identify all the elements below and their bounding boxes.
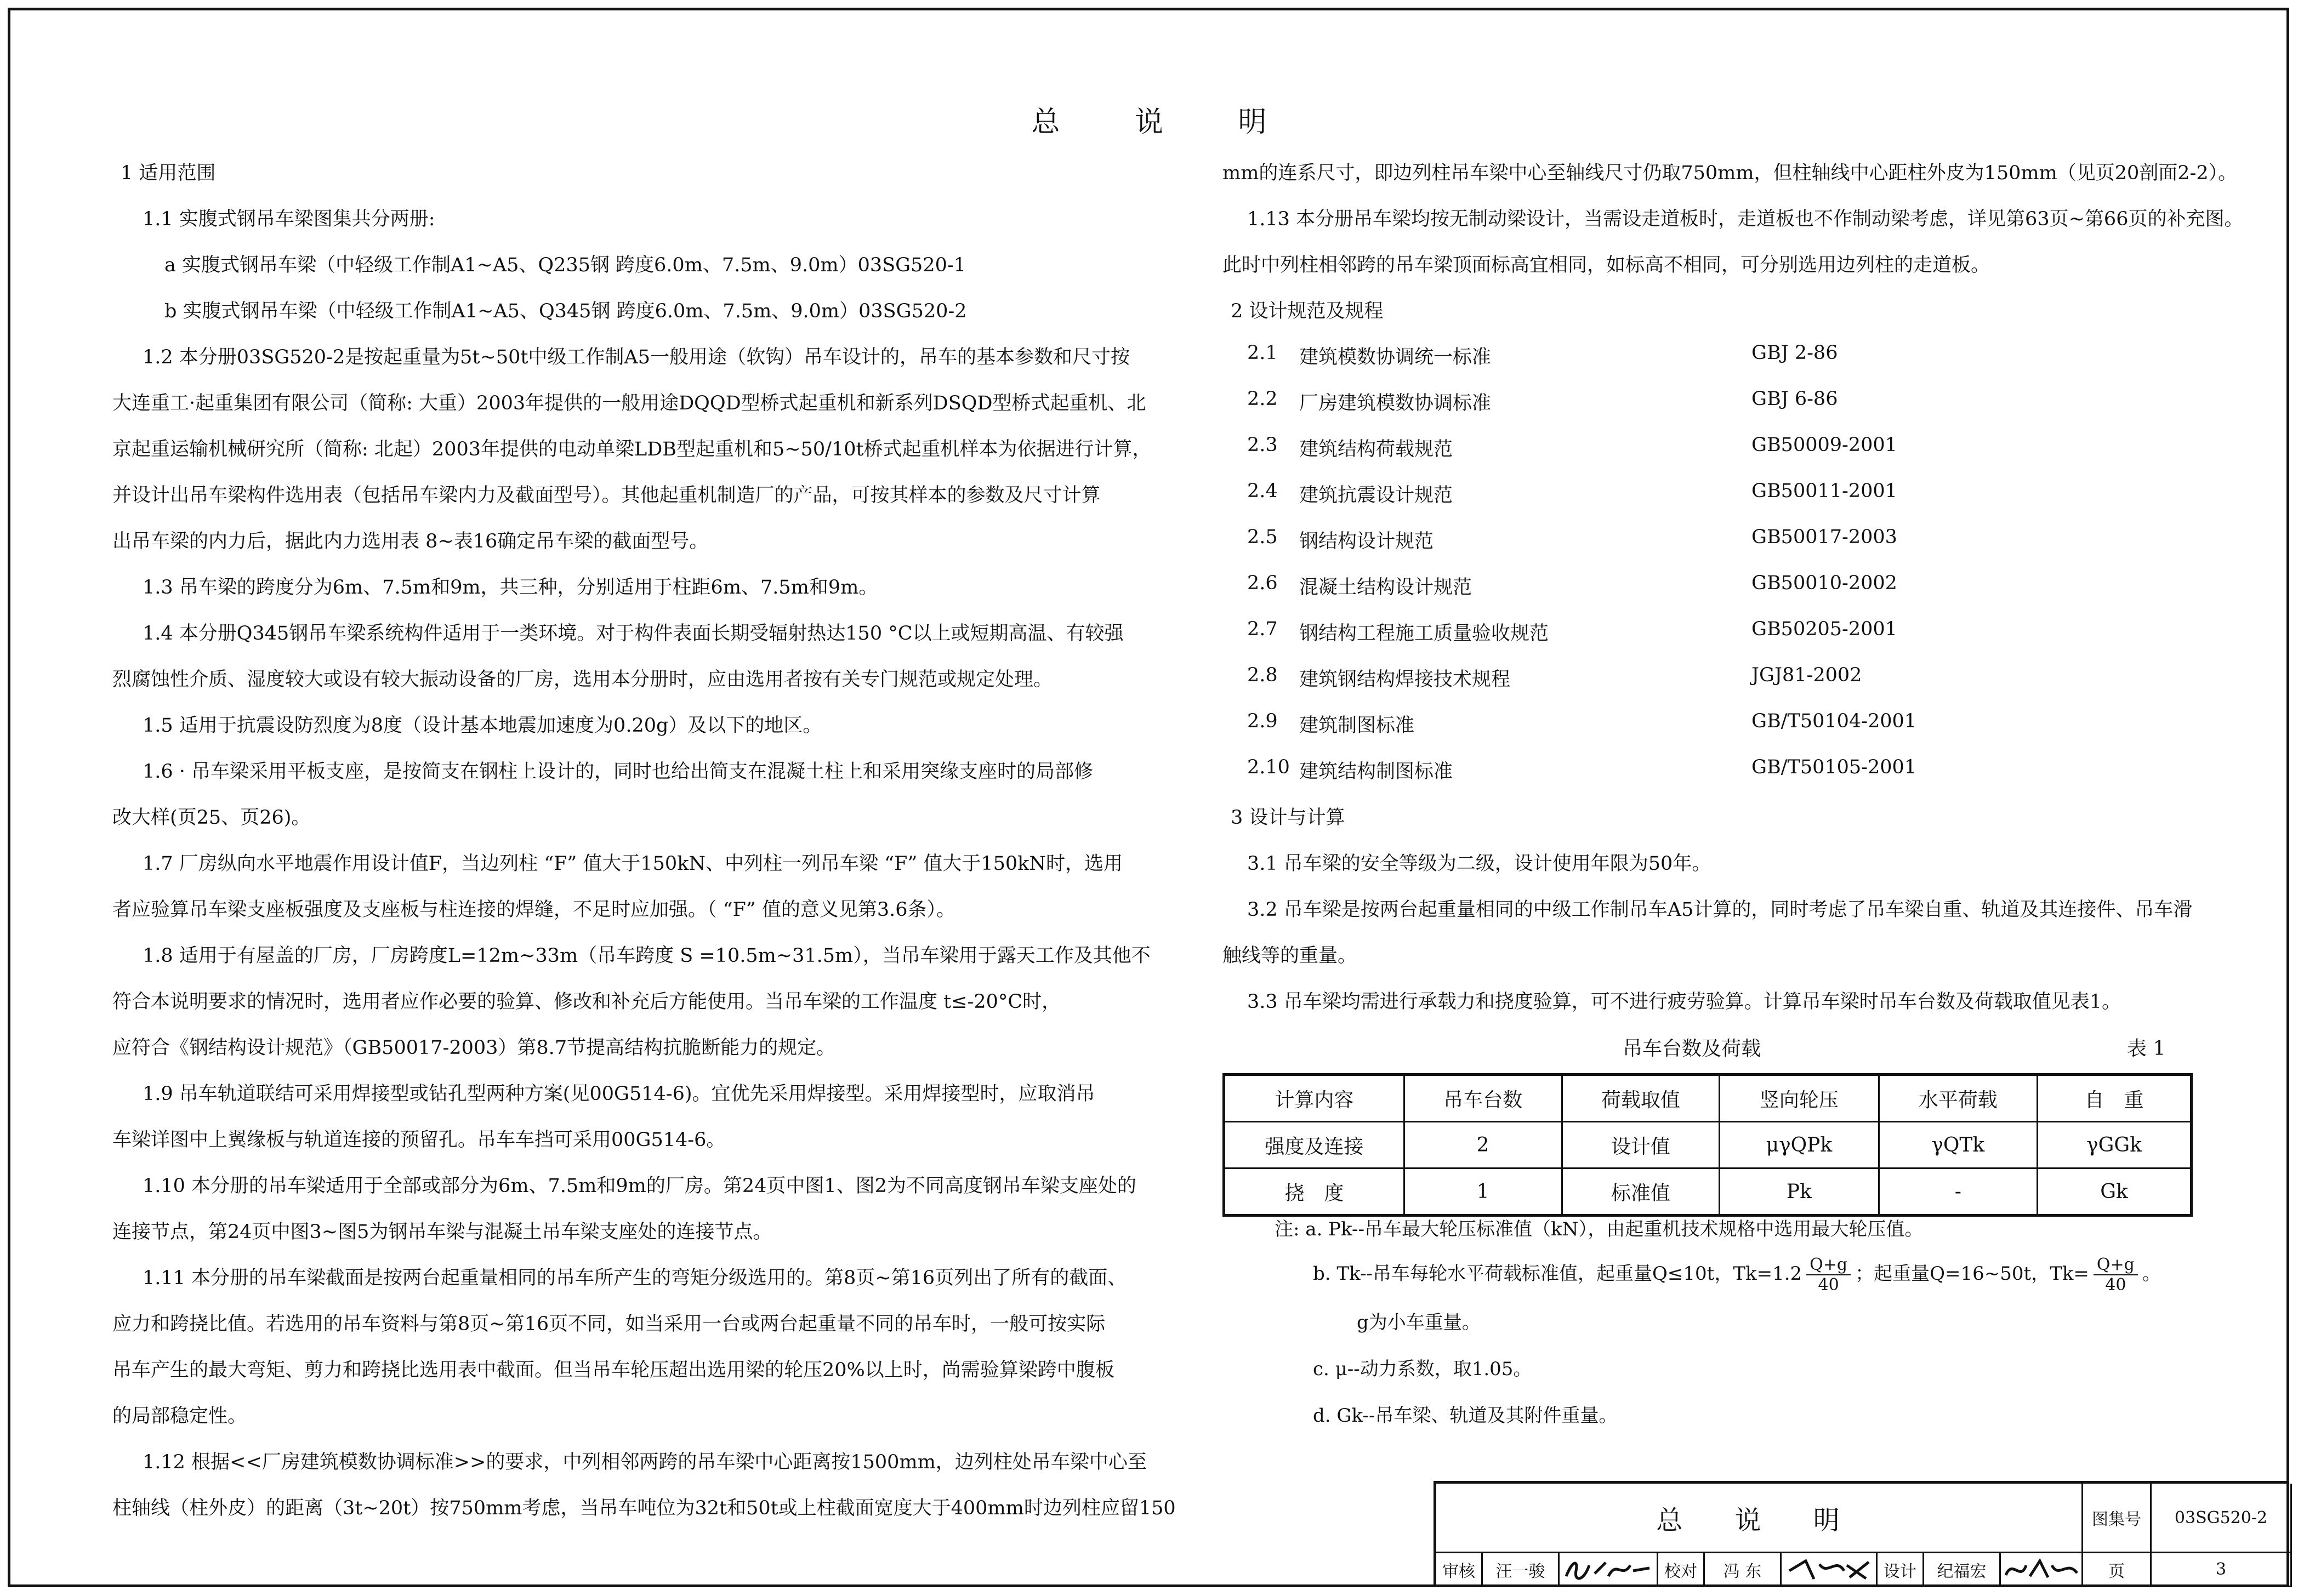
code-name: 建筑抗震设计规范 xyxy=(1299,485,1453,506)
table-cell: γQTk xyxy=(1879,1122,2038,1168)
designer-signature xyxy=(2001,1553,2083,1587)
code-name: 混凝土结构设计规范 xyxy=(1299,577,1472,598)
text-line: 1.11 本分册的吊车梁截面是按两台起重量相同的吊车所产生的弯矩分级选用的。第8页~第16页列出了所有的截面、 xyxy=(143,1267,1127,1289)
text-line: 出吊车梁的内力后，据此内力选用表 8~表16确定吊车梁的截面型号。 xyxy=(112,531,709,552)
table-cell: Pk xyxy=(1720,1168,1879,1216)
reviewer-name: 汪一骏 xyxy=(1483,1553,1560,1587)
fraction-numerator: Q+g xyxy=(1806,1255,1851,1275)
text-line: 改大样(页25、页26)。 xyxy=(112,807,311,829)
text-line: 车梁详图中上翼缘板与轨道连接的预留孔。吊车车挡可采用00G514-6。 xyxy=(112,1129,726,1151)
designer-name: 纪福宏 xyxy=(1924,1553,2001,1587)
code-name: 钢结构设计规范 xyxy=(1299,531,1434,552)
code-id: GB/T50105-2001 xyxy=(1751,756,1917,778)
set-label: 图集号 xyxy=(2083,1484,2152,1553)
table-cell: 设计值 xyxy=(1562,1122,1720,1168)
code-number: 2.7 xyxy=(1247,618,1278,640)
code-name: 建筑结构荷载规范 xyxy=(1299,438,1453,460)
fraction-numerator: Q+g xyxy=(2094,1255,2138,1275)
note-d: d. Gk--吊车梁、轨道及其附件重量。 xyxy=(1313,1405,1618,1427)
load-table xyxy=(1222,1073,2193,1217)
note-b-text: b. Tk--吊车每轮水平荷载标准值，起重量Q≤10t，Tk=1.2 xyxy=(1313,1263,1802,1285)
table-cell: 强度及连接 xyxy=(1224,1122,1404,1168)
reviewer-signature xyxy=(1560,1553,1658,1587)
text-line: a 实腹式钢吊车梁（中轻级工作制A1~A5、Q235钢 跨度6.0m、7.5m、9.0m）03SG520-1 xyxy=(164,254,966,276)
fraction xyxy=(1806,1255,1851,1295)
text-line: 3.3 吊车梁均需进行承载力和挠度验算，可不进行疲劳验算。计算吊车梁时吊车台数及荷载取值见表1。 xyxy=(1247,991,2121,1013)
text-line: 3.2 吊车梁是按两台起重量相同的中级工作制吊车A5计算的，同时考虑了吊车梁自重、轨道及其连接件、吊车滑 xyxy=(1247,899,2193,921)
header-cell: 荷载取值 xyxy=(1562,1075,1720,1122)
text-line: 符合本说明要求的情况时，选用者应作必要的验算、修改和补充后方能使用。当吊车梁的工作温度 t≤-20°C时， xyxy=(112,991,1061,1013)
code-number: 2.10 xyxy=(1247,756,1290,778)
signature-icon xyxy=(2001,1554,2081,1585)
text-line: 1.12 根据<<厂房建筑模数协调标准>>的要求，中列相邻两跨的吊车梁中心距离按1500mm，边列柱处吊车梁中心至 xyxy=(143,1451,1147,1473)
header-cell: 自 重 xyxy=(2038,1075,2192,1122)
code-number: 2.1 xyxy=(1247,342,1278,364)
table-row xyxy=(1224,1168,2192,1216)
table-cell: μγQPk xyxy=(1720,1122,1879,1168)
code-number: 2.8 xyxy=(1247,664,1278,686)
code-name: 建筑模数协调统一标准 xyxy=(1299,346,1492,368)
code-id: GB50011-2001 xyxy=(1751,480,1897,502)
note-c: c. μ--动力系数，取1.05。 xyxy=(1313,1358,1532,1380)
text-line: 1.8 适用于有屋盖的厂房，厂房跨度L=12m~33m（吊车跨度 S =10.5m~31.5m），当吊车梁用于露天工作及其他不 xyxy=(143,945,1151,967)
table-cell: Gk xyxy=(2038,1168,2192,1216)
table-cell: γGGk xyxy=(2038,1122,2192,1168)
code-name: 建筑结构制图标准 xyxy=(1299,761,1453,783)
note-b-continued: g为小车重量。 xyxy=(1357,1312,1481,1333)
code-name: 建筑钢结构焊接技术规程 xyxy=(1299,669,1511,691)
code-id: GBJ 6-86 xyxy=(1751,388,1838,410)
page-title: 总 说 明 xyxy=(1031,106,1300,139)
left-column xyxy=(112,152,1176,1523)
text-line: 此时中列柱相邻跨的吊车梁顶面标高宜相同，如标高不相同，可分别选用边列柱的走道板。 xyxy=(1222,254,1990,276)
signature-icon xyxy=(1784,1554,1874,1585)
header-cell: 竖向轮压 xyxy=(1720,1075,1879,1122)
table-cell: 2 xyxy=(1404,1122,1562,1168)
fraction-denominator: 40 xyxy=(1818,1275,1839,1295)
code-number: 2.2 xyxy=(1247,388,1278,410)
text-line: 应符合《钢结构设计规范》（GB50017-2003）第8.7节提高结构抗脆断能力的规定。 xyxy=(112,1037,836,1059)
table-caption: 吊车台数及荷载 xyxy=(1623,1038,1761,1060)
text-line: mm的连系尺寸，即边列柱吊车梁中心至轴线尺寸仍取750mm，但柱轴线中心距柱外皮为150mm（见页20剖面2-2）。 xyxy=(1222,162,2238,184)
header-cell: 水平荷载 xyxy=(1879,1075,2038,1122)
table-number: 表 1 xyxy=(2127,1038,2166,1060)
page-label: 页 xyxy=(2083,1553,2152,1587)
text-line: 1.3 吊车梁的跨度分为6m、7.5m和9m，共三种，分别适用于柱距6m、7.5m和9m。 xyxy=(143,577,878,598)
text-line: 连接节点，第24页中图3~图5为钢吊车梁与混凝土吊车梁支座处的连接节点。 xyxy=(112,1221,772,1243)
text-line: 大连重工·起重集团有限公司（简称: 大重）2003年提供的一般用途DQQD型桥式起重机和新系列DSQD型桥式起重机、北 xyxy=(112,392,1146,414)
text-line: 触线等的重量。 xyxy=(1222,945,1357,967)
table-cell: 1 xyxy=(1404,1168,1562,1216)
code-id: GB50205-2001 xyxy=(1751,618,1897,640)
code-id: GBJ 2-86 xyxy=(1751,342,1838,364)
code-name: 厂房建筑模数协调标准 xyxy=(1299,392,1492,414)
text-line: 并设计出吊车梁构件选用表（包括吊车梁内力及截面型号）。其他起重机制造厂的产品，可按其样本的参数及尺寸计算 xyxy=(112,485,1101,506)
text-line: 1.13 本分册吊车梁均按无制动梁设计，当需设走道板时，走道板也不作制动梁考虑，详见第63页~第66页的补充图。 xyxy=(1247,208,2244,230)
page-number: 3 xyxy=(2152,1553,2292,1587)
code-number: 2.5 xyxy=(1247,526,1278,548)
checker-name: 冯 东 xyxy=(1705,1553,1782,1587)
right-column xyxy=(1222,152,2244,1029)
text-line: 的局部稳定性。 xyxy=(112,1405,247,1427)
note-b-text: ；起重量Q=16~50t，Tk= xyxy=(1855,1263,2089,1285)
text-line: 烈腐蚀性介质、湿度较大或设有较大振动设备的厂房，选用本分册时，应由选用者按有关专门规范或规定处理。 xyxy=(112,669,1053,691)
code-id: JGJ81-2002 xyxy=(1751,664,1862,686)
code-name: 钢结构工程施工质量验收规范 xyxy=(1299,623,1549,645)
section-heading: 3 设计与计算 xyxy=(1231,807,1345,829)
text-line: 1 适用范围 xyxy=(121,162,216,184)
fraction-denominator: 40 xyxy=(2105,1275,2126,1295)
table-header-row xyxy=(1224,1075,2192,1122)
text-line: 吊车产生的最大弯矩、剪力和跨挠比选用表中截面。但当吊车轮压超出选用梁的轮压20%以上时，尚需验算梁跨中腹板 xyxy=(112,1359,1114,1381)
text-line: b 实腹式钢吊车梁（中轻级工作制A1~A5、Q345钢 跨度6.0m、7.5m、9.0m）03SG520-2 xyxy=(164,300,967,322)
header-cell: 计算内容 xyxy=(1224,1075,1404,1122)
code-id: GB50017-2003 xyxy=(1751,526,1897,548)
signature-icon xyxy=(1562,1554,1655,1585)
code-id: GB50010-2002 xyxy=(1751,572,1897,594)
fraction xyxy=(2094,1255,2138,1295)
text-line: 柱轴线（柱外皮）的距离（3t~20t）按750mm考虑，当吊车吨位为32t和50t或上柱截面宽度大于400mm时边列柱应留150 xyxy=(112,1497,1176,1519)
note-a: 注: a. Pk--吊车最大轮压标准值（kN），由起重机技术规格中选用最大轮压值。 xyxy=(1275,1218,1924,1240)
text-line: 者应验算吊车梁支座板强度及支座板与柱连接的焊缝，不足时应加强。（ “F” 值的意义见第3.6条）。 xyxy=(112,899,955,921)
note-b xyxy=(1313,1255,2161,1295)
drawing-title: 总 说 明 xyxy=(1436,1484,2083,1553)
text-line: 3.1 吊车梁的安全等级为二级，设计使用年限为50年。 xyxy=(1247,853,1711,875)
design-label: 设计 xyxy=(1878,1553,1924,1587)
code-number: 2.4 xyxy=(1247,480,1278,502)
note-b-text: 。 xyxy=(2142,1263,2161,1285)
text-line: 1.7 厂房纵向水平地震作用设计值F，当边列柱 “F” 值大于150kN、中列柱一列吊车梁 “F” 值大于150kN时，选用 xyxy=(143,853,1123,875)
checker-signature xyxy=(1782,1553,1878,1587)
code-number: 2.6 xyxy=(1247,572,1278,594)
text-line: 1.10 本分册的吊车梁适用于全部或部分为6m、7.5m和9m的厂房。第24页中图1、图2为不同高度钢吊车梁支座处的 xyxy=(143,1175,1136,1197)
header-cell: 吊车台数 xyxy=(1404,1075,1562,1122)
table-cell: 标准值 xyxy=(1562,1168,1720,1216)
check-label: 校对 xyxy=(1658,1553,1705,1587)
table-cell: - xyxy=(1879,1168,2038,1216)
text-line: 1.4 本分册Q345钢吊车梁系统构件适用于一类环境。对于构件表面长期受辐射热达150 °C以上或短期高温、有较强 xyxy=(143,623,1124,645)
table-row xyxy=(1224,1122,2192,1168)
code-number: 2.3 xyxy=(1247,434,1278,456)
section-heading: 2 设计规范及规程 xyxy=(1231,300,1384,322)
title-block xyxy=(1434,1481,2289,1587)
set-number: 03SG520-2 xyxy=(2152,1484,2292,1553)
text-line: 京起重运输机械研究所（简称: 北起）2003年提供的电动单梁LDB型起重机和5~50/10t桥式起重机样本为依据进行计算， xyxy=(112,438,1152,460)
text-line: 1.2 本分册03SG520-2是按起重量为5t~50t中级工作制A5一般用途（软钩）吊车设计的，吊车的基本参数和尺寸按 xyxy=(143,346,1130,368)
text-line: 1.5 适用于抗震设防烈度为8度（设计基本地震加速度为0.20g）及以下的地区。 xyxy=(143,715,822,737)
text-line: 1.1 实腹式钢吊车梁图集共分两册: xyxy=(143,208,435,230)
code-id: GB/T50104-2001 xyxy=(1751,710,1917,732)
review-label: 审核 xyxy=(1436,1553,1483,1587)
text-line: 1.9 吊车轨道联结可采用焊接型或钻孔型两种方案(见00G514-6)。宜优先采用焊接型。采用焊接型时，应取消吊 xyxy=(143,1083,1095,1105)
code-name: 建筑制图标准 xyxy=(1299,715,1415,737)
table-cell: 挠 度 xyxy=(1224,1168,1404,1216)
code-id: GB50009-2001 xyxy=(1751,434,1897,456)
code-number: 2.9 xyxy=(1247,710,1278,732)
text-line: 1.6 · 吊车梁采用平板支座，是按简支在钢柱上设计的，同时也给出简支在混凝土柱上和采用突缘支座时的局部修 xyxy=(143,761,1094,783)
text-line: 应力和跨挠比值。若选用的吊车资料与第8页~第16页不同，如当采用一台或两台起重量不同的吊车时，一般可按实际 xyxy=(112,1313,1106,1335)
